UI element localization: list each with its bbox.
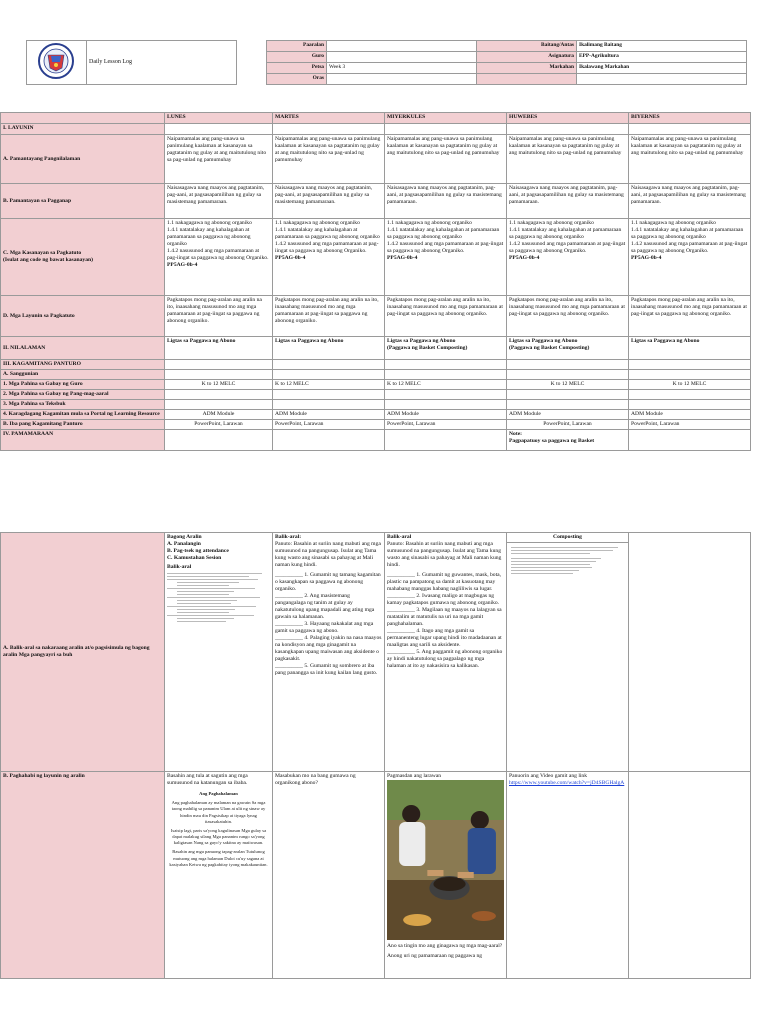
row-label-nilalaman: II. NILALAMAN <box>1 337 165 360</box>
layunin-huwebes: Pagkatapos mong pag-aralan ang aralin na ito, inaasahang masusunod mo ang mga pamamaraan at pag-iingat sa paggawa ng abonong organiko. <box>507 296 629 337</box>
kasanayan-biyernes: 1.1 nakagagawa ng abonong organiko 1.4.1 natatalakay ang kahalagahan at pamamaraan sa paggawa ng abonong organiko 1.4.2 nasusunod ang mga pamamaraan at pag-iingat sa paggawa ng abonong Organiko. PP5AG-0b-4 <box>629 219 751 296</box>
row-label-pamantayang-pangnilalaman: A. Pamantayang Pangnilalaman <box>1 135 165 184</box>
portal-lunes: ADM Module <box>165 409 273 419</box>
iba-martes: PowerPoint, Larawan <box>273 419 385 429</box>
petsa-label: Petsa <box>267 63 327 74</box>
nilalaman-huwebes: Ligtas sa Paggawa ng Abono (Paggawa ng Basket Composting) <box>507 337 629 360</box>
kasanayan-note: (Isulat ang code ng bawat kasanayan) <box>3 257 93 263</box>
paaralan-value[interactable] <box>327 41 477 52</box>
students-composting-photo <box>387 780 504 940</box>
row-label-gabay-pang-mag-aaral: 2. Mga Pahina sa Gabay ng Pang-mag-aaral <box>1 389 165 399</box>
deped-seal <box>27 41 87 85</box>
iba-huwebes: PowerPoint, Larawan <box>507 419 629 429</box>
portal-miyerkules: ADM Module <box>385 409 507 419</box>
composting-thumbnail <box>507 543 628 578</box>
kasanayan-title: C. Mga Kasanayan sa Pagkatuto <box>3 250 82 257</box>
row-label-iba-pang-kagamitan: B. Iba pang Kagamitang Panturo <box>1 419 165 429</box>
guro-value[interactable] <box>327 52 477 63</box>
portal-huwebes: ADM Module <box>507 409 629 419</box>
pagganap-lunes: Naisasagawa nang maayos ang pagtatanim, pag-aani, at pagsasapamilihan ng gulay sa masistemang pamamaraan. <box>165 184 273 219</box>
nilalaman-miyerkules: Ligtas sa Paggawa ng Abono (Paggawa ng Basket Composting) <box>385 337 507 360</box>
pamantayang-huwebes: Naipamamalas ang pang-unawa sa panimulang kaalaman at kasanayan sa pagtatanim ng gulay at ang maitutulong nito sa pag-unlad ng pamumuhay <box>507 135 629 184</box>
section-layunin: I. LAYUNIN <box>1 124 165 135</box>
markahan-value: Ikalawang Markahan <box>577 63 747 74</box>
nilalaman-biyernes: Ligtas sa Paggawa ng Abono <box>629 337 751 360</box>
iba-biyernes: PowerPoint, Larawan <box>629 419 751 429</box>
composting-huwebes <box>507 533 629 772</box>
layunin-miyerkules: Pagkatapos mong pag-aralan ang aralin na ito, inaasahang masusunod mo ang mga pamamaraan at pag-iingat sa paggawa ng abonong organiko. <box>385 296 507 337</box>
pagganap-biyernes: Naisasagawa nang maayos ang pagtatanim, pag-aani, at pagsasapamilihan ng gulay sa masistemang pamamaraan. <box>629 184 751 219</box>
kasanayan-lunes: 1.1 nakagagawa ng abonong organiko 1.4.1 natatalakay ang kahalagahan at pamamaraan sa paggawa ng abonong organiko 1.4.2 nasusunod ang mga pamamaraan at pag-iingat sa paggawa ng abonong Organiko. PP5AG-0b-4 <box>165 219 273 296</box>
gabay-guro-biyernes: K to 12 MELC <box>629 379 751 389</box>
row-label-karagdagang-kagamitan: 4. Karagdagang Kagamitan mula sa Portal ng Learning Resource <box>1 409 165 419</box>
petsa-value: Week 3 <box>327 63 477 74</box>
paghahabi-martes: Masabukan mo na bang gumawa ng organikong abono? <box>273 772 385 979</box>
balik-aral-miyerkules: Balik-aral Panuto: Basahin at suriin nang mabuti ang mga sumusunod na pangungusap. Isulat ang Tama kung wasto ang sinasabi sa pahayag at Mali naman kung hindi. __________ 1. Gumamit ng guwantes, mask, bota, plastic na pampatong sa damit at kasuotang may mahabang manggas habang nagliliwis sa lugar. __________ 2. Iwasang maligo at magbugas ng kamay pagkatapos gumawa ng abonong organiko. __________ 3. Magilaan ng maayos na lalagyan sa matatalim at matutulis na uri na mga gamit panghahalaman. __________ 4. Itago ang mga gamit sa permanenteng lugar upang hindi ito madadaanan at maaligtas ang sarili sa aksidente. __________ 5. Ang paggamit ng abonong organiko ay hindi nakatutulong sa pagpalago ng mga halaman at ito ay nakasisira sa kalikasan. <box>385 533 507 772</box>
gabay-guro-lunes: K to 12 MELC <box>165 379 273 389</box>
iba-lunes: PowerPoint, Larawan <box>165 419 273 429</box>
blank-label <box>477 74 577 85</box>
corner-cell <box>1 113 165 124</box>
day-header-biyernes: BIYERNES <box>629 113 751 124</box>
kasanayan-code: PP5AG-0b-4 <box>275 254 306 261</box>
note-huwebes: Note: Pagpapatuoy sa paggawa ng Basket <box>507 429 629 450</box>
day-header-lunes: LUNES <box>165 113 273 124</box>
poem-title: Ang Paghahalaman <box>199 790 238 796</box>
gabay-guro-huwebes: K to 12 MELC <box>507 379 629 389</box>
baitang-label: Baitang/Antas <box>477 41 577 52</box>
portal-biyernes: ADM Module <box>629 409 751 419</box>
oras-label: Oras <box>267 74 327 85</box>
seal-icon <box>27 41 85 81</box>
kasanayan-code: PP5AG-0b-4 <box>167 261 198 268</box>
row-label-teksbuk: 3. Mga Pahina sa Teksbuk <box>1 399 165 409</box>
log-title: Daily Lesson Log <box>87 41 237 85</box>
lesson-log-header <box>26 40 746 85</box>
row-label-pamantayan-pagganap: B. Pamantayan sa Pagganap <box>1 184 165 219</box>
pamantayang-biyernes: Naipamamalas ang pang-unawa sa panimulang kaalaman at kasanayan sa pagtatanim ng gulay at ang maitutulong nito sa pag-unlad ng pamumuhay <box>629 135 751 184</box>
paaralan-label: Paaralan <box>267 41 327 52</box>
paghahabi-huwebes: Panuorin ang Video gamit ang link https://www.youtube.com/watch?v=jD4SBGHalgA <box>507 772 629 979</box>
markahan-label: Markahan <box>477 63 577 74</box>
pagganap-miyerkules: Naisasagawa nang maayos ang pagtatanim, pag-aani, at pagsasapamilihan ng gulay sa masistemang pamamaraan. <box>385 184 507 219</box>
paghahabi-miyerkules: Pagmasdan ang larawan Ano sa tingin mo ang ginagawa ng mga mag-aaral? Anong uri ng pamamaraan ng paggawa ng <box>385 772 507 979</box>
day-header-martes: MARTES <box>273 113 385 124</box>
row-label-gabay-guro: 1. Mga Pahina sa Gabay ng Guro <box>1 379 165 389</box>
asignatura-label: Asignatura <box>477 52 577 63</box>
pamantayang-martes: Naipamamalas ang pang-unawa sa panimulang kaalaman at kasanayan sa pagtatanim ng gulay at ang maitutulong nito sa pag-unlad ng pamumuhay <box>273 135 385 184</box>
kasanayan-miyerkules: 1.1 nakagagawa ng abonong organiko 1.4.1 natatalakay ang kahalagahan at pamamaraan sa paggawa ng abonong organiko 1.4.2 nasusunod ang mga pamamaraan at pag-iingat sa paggawa ng abonong Organiko. PP5AG-0b-4 <box>385 219 507 296</box>
kasanayan-huwebes: 1.1 nakagagawa ng abonong organiko 1.4.1 natatalakay ang kahalagahan at pamamaraan sa paggawa ng abonong organiko 1.4.2 nasusunod ang mga pamamaraan at pag-iingat sa paggawa ng abonong Organiko. PP5AG-0b-4 <box>507 219 629 296</box>
row-label-pamamaraan: IV. PAMAMARAAN <box>1 429 165 450</box>
row-label-layunin-pagkatuto: D. Mga Layunin sa Pagkatuto <box>1 296 165 337</box>
gabay-guro-miyerkules: K to 12 MELC <box>385 379 507 389</box>
day-header-huwebes: HUWEBES <box>507 113 629 124</box>
composting-title: Composting <box>507 533 628 543</box>
kasanayan-code: PP5AG-0b-4 <box>631 254 662 261</box>
row-label-sanggunian: A. Sanggunian <box>1 369 165 379</box>
balik-aral-lunes: Bagong Aralin A. Panalangin B. Pag-tsek ng attendance C. Kamustahan Sesion Balik-aral <box>165 533 273 772</box>
baitang-value: Ikalimang Baitang <box>577 41 747 52</box>
layunin-biyernes: Pagkatapos mong pag-aralan ang aralin na ito, inaasahang masusunod mo ang mga pamamaraan at pag-iingat sa paggawa ng abonong organiko. <box>629 296 751 337</box>
portal-martes: ADM Module <box>273 409 385 419</box>
row-label-kasanayan <box>1 219 165 296</box>
layunin-martes: Pagkatapos mong pag-aralan ang aralin na ito, inaasahang masusunod mo ang mga pamamaraan at pag-iingat sa paggawa ng abonong organiko. <box>273 296 385 337</box>
guro-label: Guro <box>267 52 327 63</box>
row-label-balik-aral: A. Balik-aral sa nakaraang aralin at/o pagsisimula ng bagong aralin Mga pangyayri sa buh <box>1 533 165 772</box>
lesson-log-table <box>0 112 750 451</box>
pamamaraan-table <box>0 532 750 979</box>
paghahabi-lunes: Basahin ang tula at sagutin ang mga sumusunod na katanungan sa ibaba. Ang Paghahalaman Ang paghahalaman ay malaman na gawain Sa mga taong mahilig sa pananim Ulam at ulit ng sinaw ay hindin mau din Pagsisikap at tiyaga lynag itasasakatuhin. Isaisip lagi, paris sa'yong kagulinasan Mga gulay sa dapat malakug silang Mga pananim rungo sa'yong kaligtasan Nang sa gayo'y sakitna ay maiiwasan. Basahin ang mga panuong tapag-aralan Tutulunog mutuong ang mga halaman Dulot cu'uy sagana at kasiyahan Ketwa ng pagkabitay iyong makakauntian. <box>165 772 273 979</box>
layunin-lunes: Pagkatapos mong pag-aralan ang aralin na ito, inaasahang masusunod mo ang mga pamamaraan at pag-iingat sa paggawa ng abonong organiko. <box>165 296 273 337</box>
pamantayang-lunes: Naipamamalas ang pang-unawa sa panimulang kaalaman at kasanayan sa pagtatanim ng gulay at ang maitutulong nito sa pag-unlad ng pamumuhay <box>165 135 273 184</box>
iba-miyerkules: PowerPoint, Larawan <box>385 419 507 429</box>
kasanayan-code: PP5AG-0b-4 <box>387 254 418 261</box>
pamantayang-miyerkules: Naipamamalas ang pang-unawa sa panimulang kaalaman at kasanayan sa pagtatanim ng gulay at ang maitutulong nito sa pag-unlad ng pamumuhay <box>385 135 507 184</box>
row-label-paghahabi: B. Paghahabi ng layunin ng aralin <box>1 772 165 979</box>
nilalaman-martes: Ligtas sa Paggawa ng Abono <box>273 337 385 360</box>
row-label-kagamitang-panturo: III. KAGAMITANG PANTURO <box>1 360 165 370</box>
gabay-guro-martes: K to 12 MELC <box>273 379 385 389</box>
asignatura-value: EPP-Agrikultura <box>577 52 747 63</box>
oras-value[interactable] <box>327 74 477 85</box>
video-link[interactable]: https://www.youtube.com/watch?v=jD4SBGHalgA <box>509 779 625 786</box>
kasanayan-code: PP5AG-0b-4 <box>509 254 540 261</box>
balik-aral-martes: Balik-aral: Panuto: Basahin at suriin nang mabuti ang mga sumusunod na pangungusap. Isulat ang Tama kung wasto ang sinasabi sa pahayag at Mali naman kung hindi. __________ 1. Gumamit ng tamang kagamitan o kasangkapan sa paggawa ng abonong organiko. __________ 2. Ang masistemang pangangalaga ng tanim at gulay ay nakatutulong upang mapadali ang ating mga gawain sa halamanan. __________ 3. Hayaang nakakalat ang mga gamit sa paggawa ng abono. __________ 4. Palaging iyakin na nasa maayos na kondisyon ang mga ginagamit na kasangkapan upang maiwasan ang aksidente o pagkasakit. __________ 5. Gumamit ng sombrero at iba pang panangga sa init kung kailan lang gusto. <box>273 533 385 772</box>
pagganap-martes: Naisasagawa nang maayos ang pagtatanim, pag-aani, at pagsasapamilihan ng gulay sa masistemang pamamaraan. <box>273 184 385 219</box>
blank-value <box>577 74 747 85</box>
pagganap-huwebes: Naisasagawa nang maayos ang pagtatanim, pag-aani, at pagsasapamilihan ng gulay sa masistemang pamamaraan. <box>507 184 629 219</box>
worksheet-thumbnail <box>167 573 270 622</box>
day-header-miyerkules: MIYERKULES <box>385 113 507 124</box>
nilalaman-lunes: Ligtas sa Paggawa ng Abono <box>165 337 273 360</box>
kasanayan-martes: 1.1 nakagagawa ng abonong organiko 1.4.1 natatalakay ang kahalagahan at pamamaraan sa paggawa ng abonong organiko 1.4.2 nasusunod ang mga pamamaraan at pag-iingat sa paggawa ng abonong Organiko. PP5AG-0b-4 <box>273 219 385 296</box>
